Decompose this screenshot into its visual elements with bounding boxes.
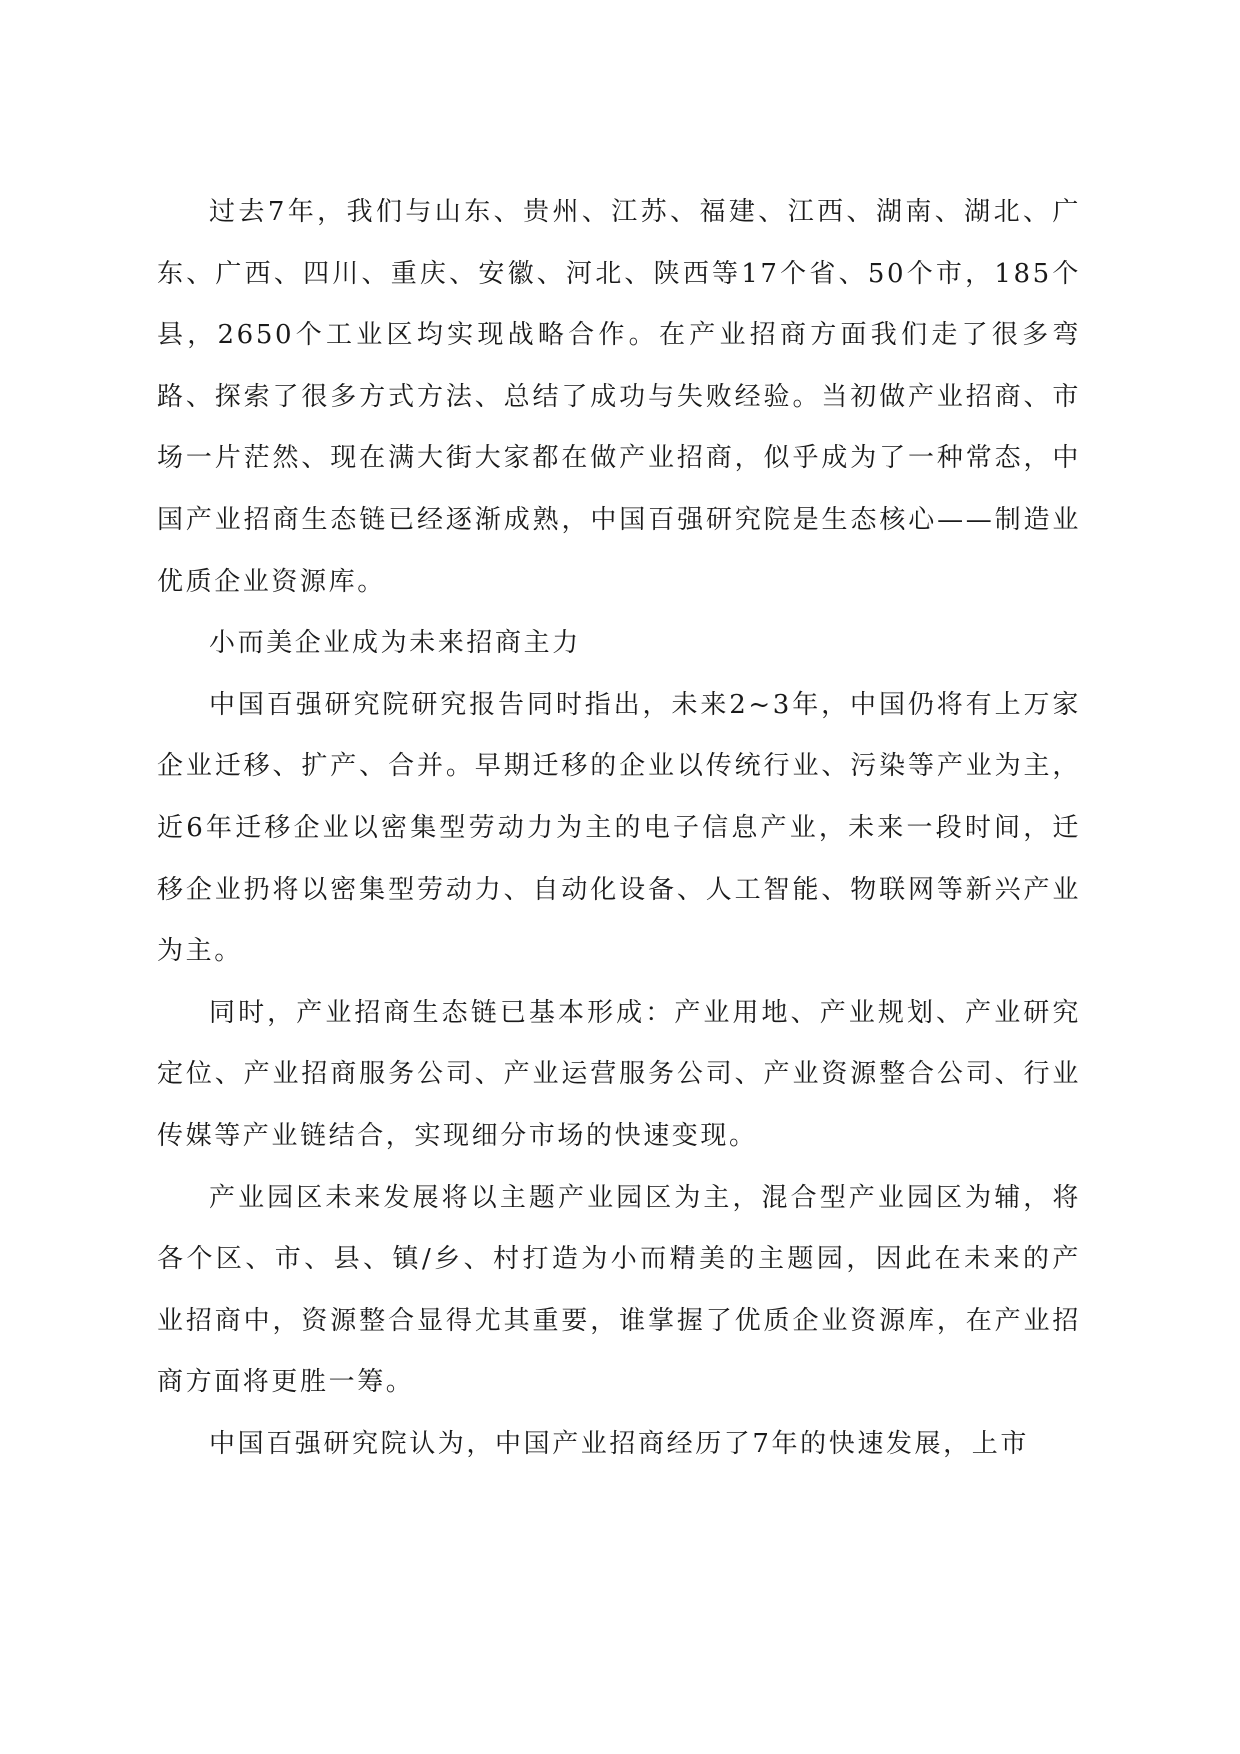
document-body	[157, 182, 1081, 1475]
paragraph-ecosystem-chain: 同时，产业招商生态链已基本形成：产业用地、产业规划、产业研究定位、产业招商服务公司、产业运营服务公司、产业资源整合公司、行业传媒等产业链结合，实现细分市场的快速变现。	[157, 997, 1081, 1151]
paragraph-cooperation-history: 过去7年，我们与山东、贵州、江苏、福建、江西、湖南、湖北、广东、广西、四川、重庆、安徽、河北、陕西等17个省、50个市，185个县，2650个工业区均实现战略合作。在产业招商方面我们走了很多弯路、探索了很多方式方法、总结了成功与失败经验。当初做产业招商、市场一片茫然、现在满大街大家都在做产业招商，似乎成为了一种常态，中国产业招商生态链已经逐渐成熟，中国百强研究院是生态核心——制造业优质企业资源库。	[157, 197, 1081, 597]
paragraph-industrial-park-future: 产业园区未来发展将以主题产业园区为主，混合型产业园区为辅，将各个区、市、县、镇/乡、村打造为小而精美的主题园，因此在未来的产业招商中，资源整合显得尤其重要，谁掌握了优质企业资源库，在产业招商方面将更胜一筹。	[157, 1182, 1081, 1398]
paragraph-institute-view: 中国百强研究院认为，中国产业招商经历了7年的快速发展，上市	[209, 1428, 1029, 1459]
section-heading-small-beautiful-enterprises: 小而美企业成为未来招商主力	[209, 628, 581, 659]
paragraph-enterprise-migration: 中国百强研究院研究报告同时指出，未来2~3年，中国仍将有上万家企业迁移、扩产、合并。早期迁移的企业以传统行业、污染等产业为主，近6年迁移企业以密集型劳动力为主的电子信息产业，未来一段时间，迁移企业扔将以密集型劳动力、自动化设备、人工智能、物联网等新兴产业为主。	[157, 689, 1081, 967]
